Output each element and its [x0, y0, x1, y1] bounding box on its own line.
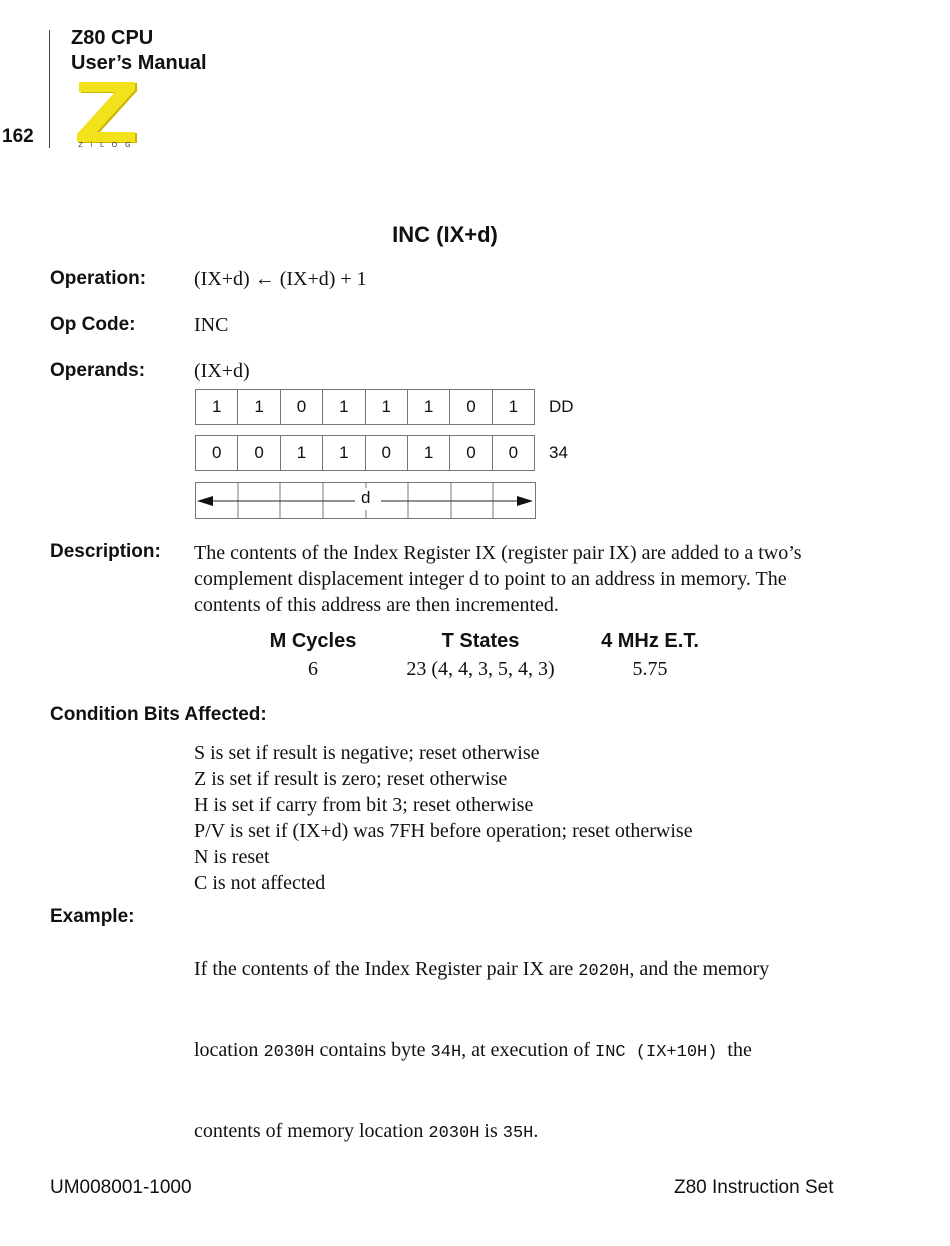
manual-title: [71, 26, 207, 76]
svg-text:Z i L O G: Z i L O G: [78, 142, 134, 148]
example-line: [194, 1037, 894, 1066]
manual-title-line1: Z80 CPU: [71, 27, 154, 49]
timing-header-mcycles: M Cycles: [269, 630, 357, 652]
condition-bit-item: S is set if result is negative; reset otherwise: [194, 742, 540, 764]
bit-cell: 1: [408, 390, 450, 424]
example-text-run: , and the memory: [629, 958, 770, 980]
example-code: INC (IX+10H): [595, 1043, 718, 1062]
example-text-run: , at execution of: [461, 1039, 595, 1061]
condition-bit-item: C is not affected: [194, 872, 326, 894]
example-line: [194, 956, 894, 985]
description-line: The contents of the Index Register IX (register pair IX) are added to a two’s: [194, 542, 802, 564]
bit-cell: 1: [408, 436, 450, 470]
example-text-run: location: [194, 1039, 264, 1061]
opcode-text: INC: [194, 314, 229, 336]
condition-bits-list: [194, 740, 693, 896]
timing-header-et: 4 MHz E.T.: [601, 630, 699, 652]
condition-bits-label: Condition Bits Affected:: [50, 704, 267, 725]
displacement-byte: [195, 482, 536, 519]
bit-cell: 0: [281, 390, 323, 424]
bit-cell: 0: [366, 436, 408, 470]
instruction-heading: INC (IX+d): [392, 222, 498, 247]
zilog-logo: [73, 80, 139, 148]
opcode-byte-1: [195, 389, 535, 425]
bit-cell: 0: [196, 436, 238, 470]
bit-cell: 0: [238, 436, 280, 470]
footer-section-title: Z80 Instruction Set: [674, 1177, 834, 1198]
bit-cell: 1: [196, 390, 238, 424]
example-text-run: If the contents of the Index Register pair IX are: [194, 958, 579, 980]
example-code: 2020H: [578, 962, 630, 981]
bit-cell: 1: [323, 436, 365, 470]
example-text: [194, 904, 894, 1173]
description-text: [194, 540, 894, 618]
example-code: 2030H: [263, 1043, 315, 1062]
operands-label: Operands:: [50, 360, 146, 381]
footer-document-id: UM008001-1000: [50, 1177, 192, 1198]
timing-value-mcycles: 6: [308, 658, 318, 680]
timing-value-tstates: 23 (4, 4, 3, 5, 4, 3): [406, 658, 555, 680]
opcode-byte-1-hex: DD: [549, 397, 574, 416]
page-number: 162: [2, 126, 34, 147]
description-line: contents of this address are then incremented.: [194, 594, 559, 616]
bit-cell: 1: [508, 397, 519, 416]
bit-cell: 0: [450, 436, 492, 470]
example-text-run: contains byte: [314, 1039, 431, 1061]
description-line: complement displacement integer d to point to an address in memory. The: [194, 568, 787, 590]
opcode-byte-2-hex: 34: [549, 443, 568, 462]
example-code: 35H: [502, 1124, 534, 1143]
condition-bit-item: P/V is set if (IX+d) was 7FH before operation; reset otherwise: [194, 820, 693, 842]
bit-cell: 1: [281, 436, 323, 470]
bit-cell: 0: [508, 443, 519, 462]
opcode-byte-2: [195, 435, 535, 471]
example-text-run: .: [533, 1120, 539, 1142]
manual-title-line2: User’s Manual: [71, 52, 207, 74]
bit-cell: 1: [238, 390, 280, 424]
timing-value-et: 5.75: [632, 658, 668, 680]
bit-cell: 1: [366, 390, 408, 424]
condition-bit-item: Z is set if result is zero; reset otherwise: [194, 768, 508, 790]
operands-text: (IX+d): [194, 360, 250, 382]
bit-cell: 0: [450, 390, 492, 424]
displacement-label: d: [358, 488, 373, 508]
timing-header-tstates: T States: [441, 630, 520, 652]
example-text-run: the: [717, 1039, 752, 1061]
opcode-label: Op Code:: [50, 314, 136, 335]
example-code: 34H: [430, 1043, 462, 1062]
header-rule: [49, 30, 50, 148]
example-text-run: contents of memory location: [194, 1120, 429, 1142]
example-text-run: is: [479, 1120, 503, 1142]
example-code: 2030H: [428, 1124, 480, 1143]
operation-text: (IX+d) ← (IX+d) + 1: [194, 268, 367, 290]
example-label: Example:: [50, 906, 135, 927]
condition-bit-item: H is set if carry from bit 3; reset otherwise: [194, 794, 534, 816]
description-label: Description:: [50, 541, 161, 562]
condition-bit-item: N is reset: [194, 846, 270, 868]
bit-cell: 1: [323, 390, 365, 424]
example-line: [194, 1118, 894, 1147]
operation-label: Operation:: [50, 268, 147, 289]
